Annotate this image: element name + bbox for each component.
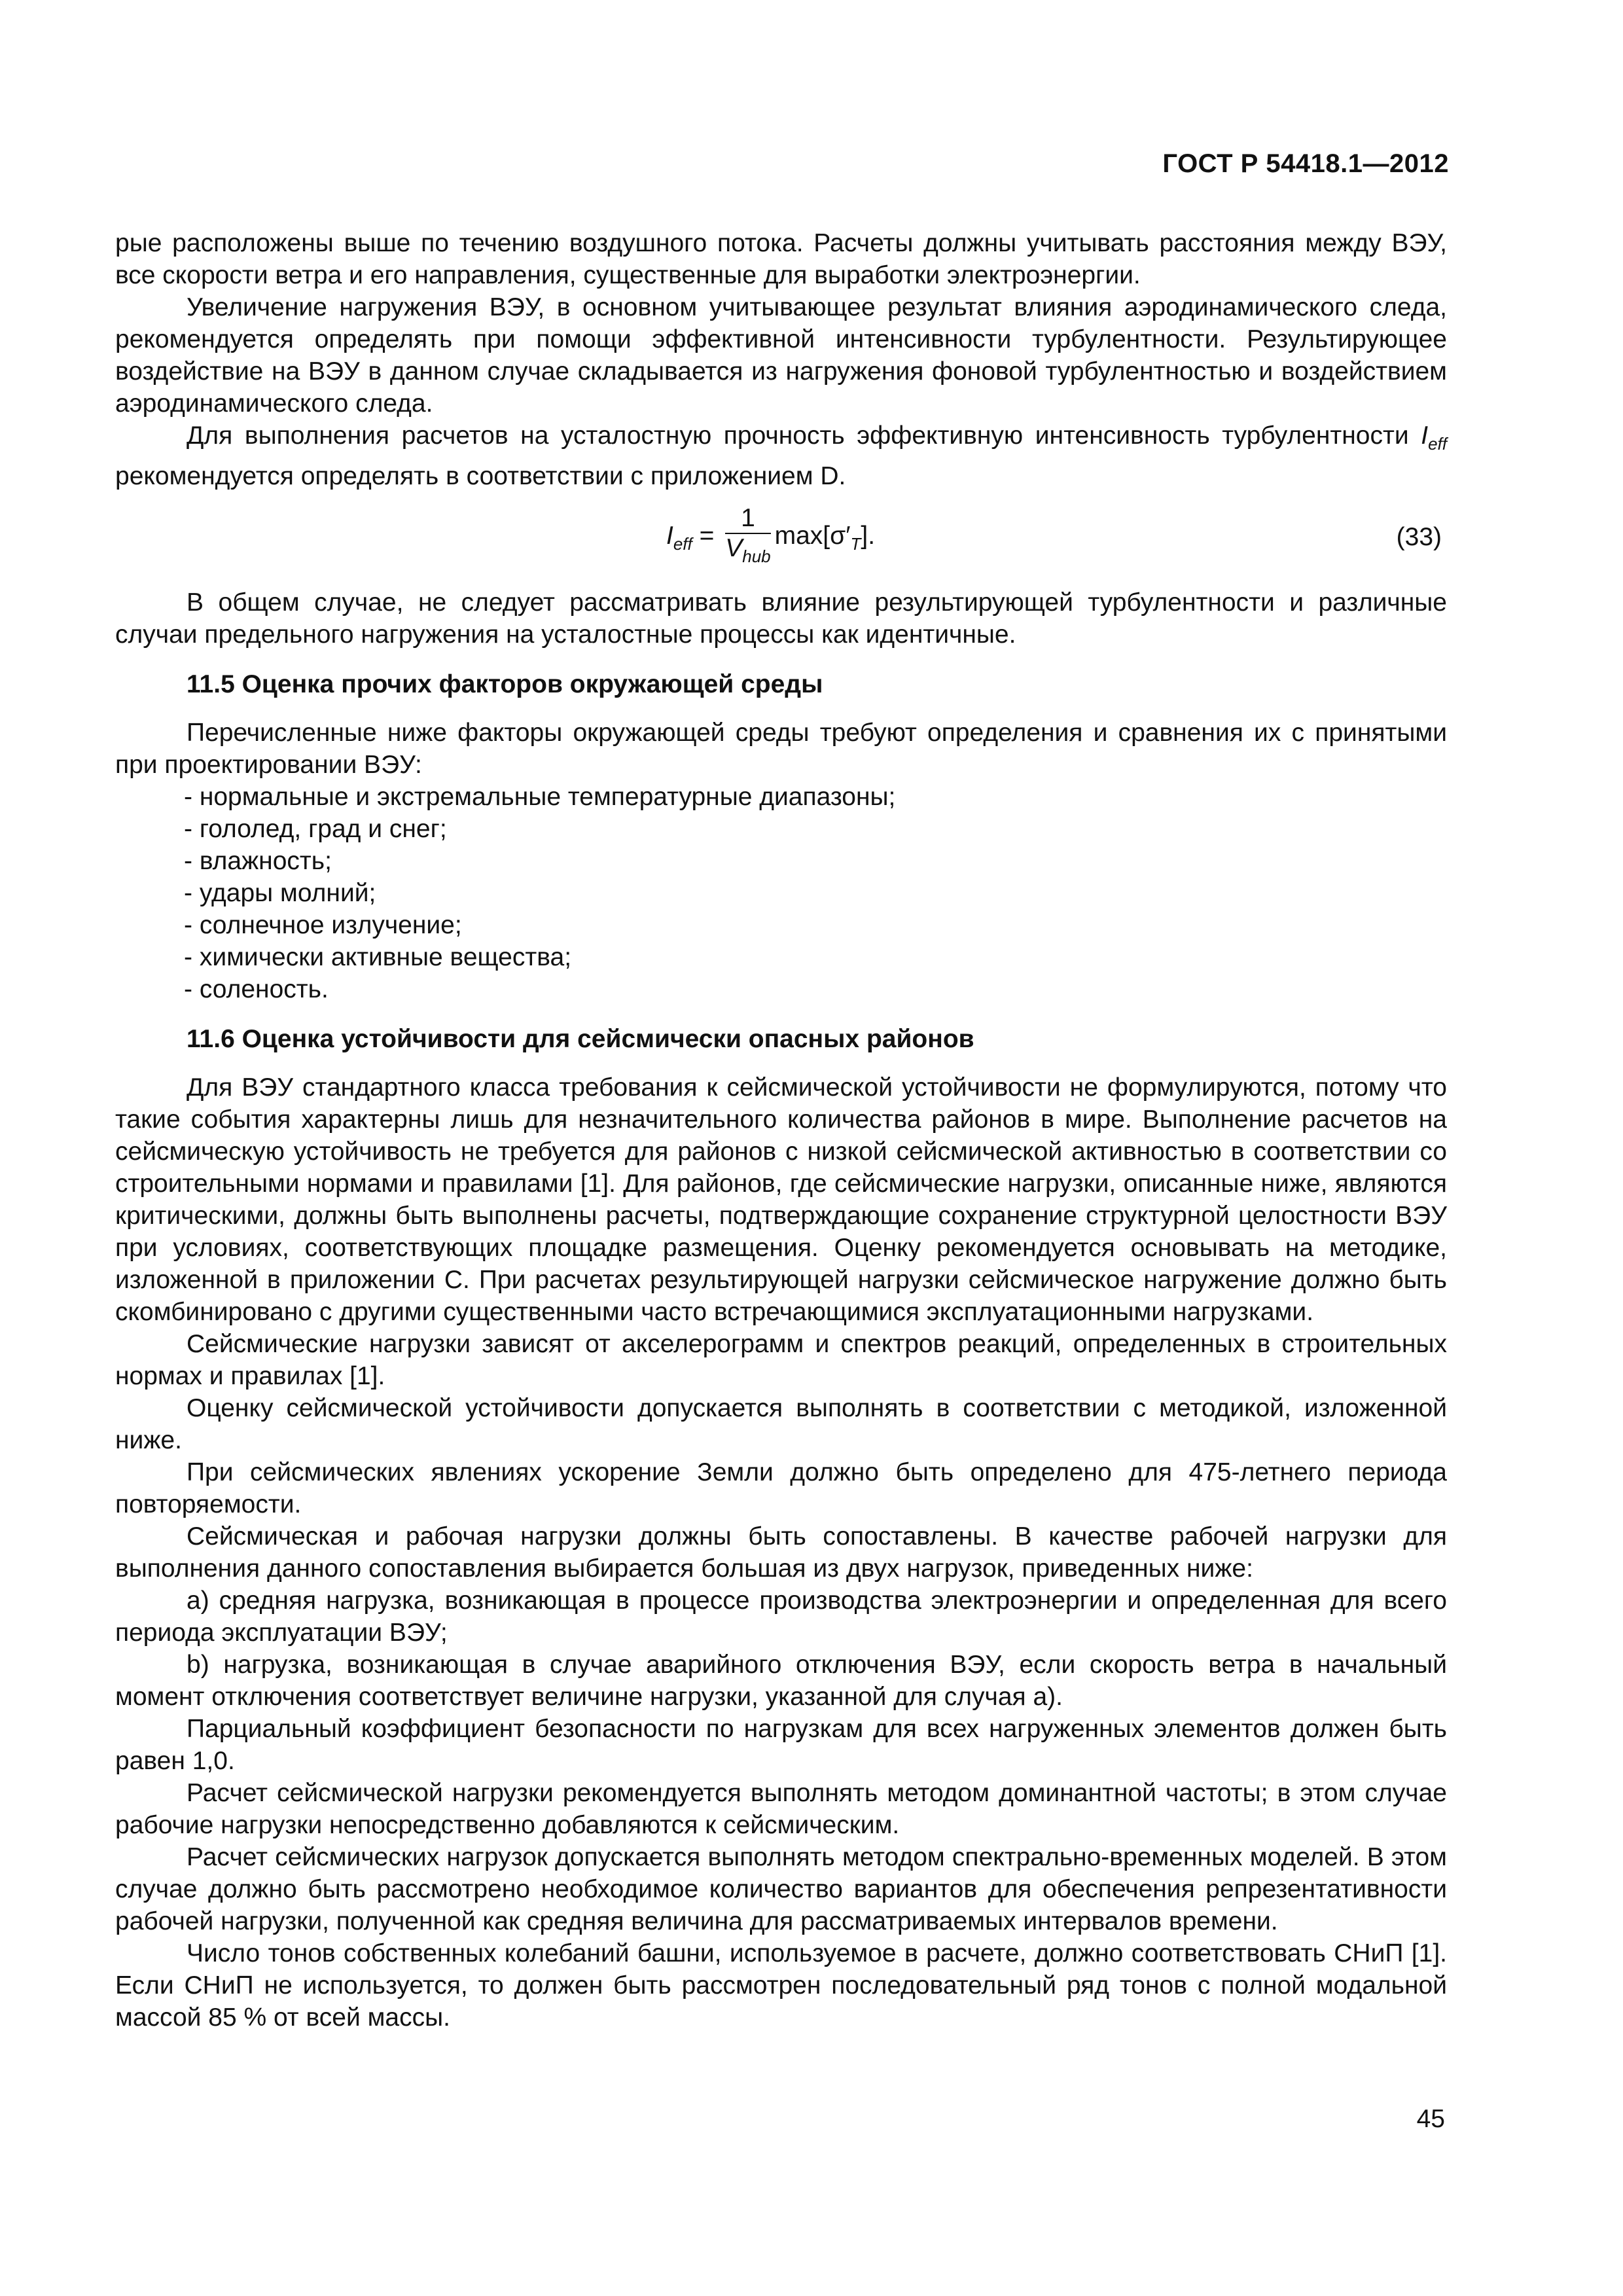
equation-33 [115, 496, 1447, 577]
list-item: - гололед, град и снег; [184, 814, 447, 843]
equation-number: (33) [1396, 522, 1442, 551]
list-item: - нормальные и экстремальные температурные диапазоны; [184, 782, 896, 811]
paragraph: Увеличение нагружения ВЭУ, в основном учитывающее результат влияния аэродинамического следа, рекомендуется определять при помощи эффективной интенсивности турбулентности. Результирующее воздействие на ВЭУ в данном случае складывается из нагружения фоновой турбулентностью и воздействием аэродинамического следа. [115, 293, 1447, 418]
paragraph: В общем случае, не следует рассматривать влияние результирующей турбулентности и различные случаи предельного нагружения на усталостные процессы как идентичные. [115, 588, 1447, 649]
section-heading-11-6: 11.6 Оценка устойчивости для сейсмически опасных районов [187, 1024, 974, 1053]
list-item: - солнечное излучение; [184, 910, 462, 939]
factor-list [115, 781, 1447, 1005]
paragraph: Парциальный коэффициент безопасности по нагрузкам для всех нагруженных элементов должен быть равен 1,0. [115, 1714, 1447, 1775]
paragraph: Расчет сейсмических нагрузок допускается выполнять методом спектрально-временных моделей. В этом случае должно быть рассмотрено необходимое количество вариантов для обеспечения репрезентативности рабочей нагрузки, полученной как средняя величина для рассматриваемых интервалов времени. [115, 1842, 1447, 1935]
paragraph: a) средняя нагрузка, возникающая в процессе производства электроэнергии и определенная для всего периода эксплуатации ВЭУ; [115, 1586, 1447, 1647]
section-heading-11-5: 11.5 Оценка прочих факторов окружающей среды [187, 670, 823, 698]
paragraph: рые расположены выше по течению воздушного потока. Расчеты должны учитывать расстояния между ВЭУ, все скорости ветра и его направления, существенные для выработки электроэнергии. [115, 229, 1447, 289]
equation-fraction: $\frac{1}{V_{hub}}$ [725, 503, 771, 566]
equation-formula: $I_{eff}$ = $\frac{1}{V_{hub}}$ $\max[\sigma'_T]$. [666, 505, 875, 569]
list-item: - химически активные вещества; [184, 942, 572, 971]
paragraph: Сейсмические нагрузки зависят от акселерограмм и спектров реакций, определенных в строительных нормах и правилах [1]. [115, 1329, 1447, 1390]
paragraph: Сейсмическая и рабочая нагрузки должны быть сопоставлены. В качестве рабочей нагрузки для выполнения данного сопоставления выбирается большая из двух нагрузок, приведенных ниже: [115, 1522, 1447, 1583]
paragraph: Для ВЭУ стандартного класса требования к сейсмической устойчивости не формулируются, потому что такие события характерны лишь для незначительного количества районов в мире. Выполнение расчетов на сейсмическую устойчивость не требуется для районов с низкой сейсмической активностью в соответствии со строительными нормами и правилами [1]. Для районов, где сейсмические нагрузки, описанные ниже, являются критическими, должны быть выполнены расчеты, подтверждающие сохранение структурной целостности ВЭУ при условиях, соответствующих площадке размещения. Оценку рекомендуется основывать на методике, изложенной в приложении С. При расчетах результирующей нагрузки сейсмическое нагружение должно быть скомбинировано с другими существенными часто встречающимися эксплуатационными нагрузками. [115, 1073, 1447, 1326]
paragraph: Число тонов собственных колебаний башни, используемое в расчете, должно соответствовать СНиП [1]. Если СНиП не используется, то должен быть рассмотрен последовательный ряд тонов с полной модальной массой 85 % от всей массы. [115, 1939, 1447, 2032]
page-number: 45 [1416, 2105, 1445, 2133]
document-code-header: ГОСТ Р 54418.1—2012 [1162, 149, 1449, 178]
page-body [115, 227, 1447, 2034]
list-item: - влажность; [184, 846, 332, 875]
list-item: - соленость. [184, 975, 329, 1003]
symbol-sub: eff [1428, 433, 1447, 454]
paragraph: Оценку сейсмической устойчивости допускается выполнять в соответствии с методикой, изложенной ниже. [115, 1393, 1447, 1454]
paragraph: Перечисленные ниже факторы окружающей среды требуют определения и сравнения их с принятыми при проектировании ВЭУ: [115, 718, 1447, 779]
paragraph: При сейсмических явлениях ускорение Земли должно быть определено для 475-летнего периода повторяемости. [115, 1458, 1447, 1518]
paragraph: b) нагрузка, возникающая в случае аварийного отключения ВЭУ, если скорость ветра в начальный момент отключения соответствует величине нагрузки, указанной для случая а). [115, 1650, 1447, 1711]
paragraph-ieff: Для выполнения расчетов на усталостную прочность эффективную интенсивность турбулентности $I_{eff}$ рекомендуется определять в соответствии с приложением D. [115, 422, 1447, 490]
list-item: - удары молний; [184, 878, 376, 907]
paragraph: Расчет сейсмической нагрузки рекомендуется выполнять методом доминантной частоты; в этом случае рабочие нагрузки непосредственно добавляются к сейсмическим. [115, 1778, 1447, 1839]
symbol-i: I [1421, 422, 1429, 450]
